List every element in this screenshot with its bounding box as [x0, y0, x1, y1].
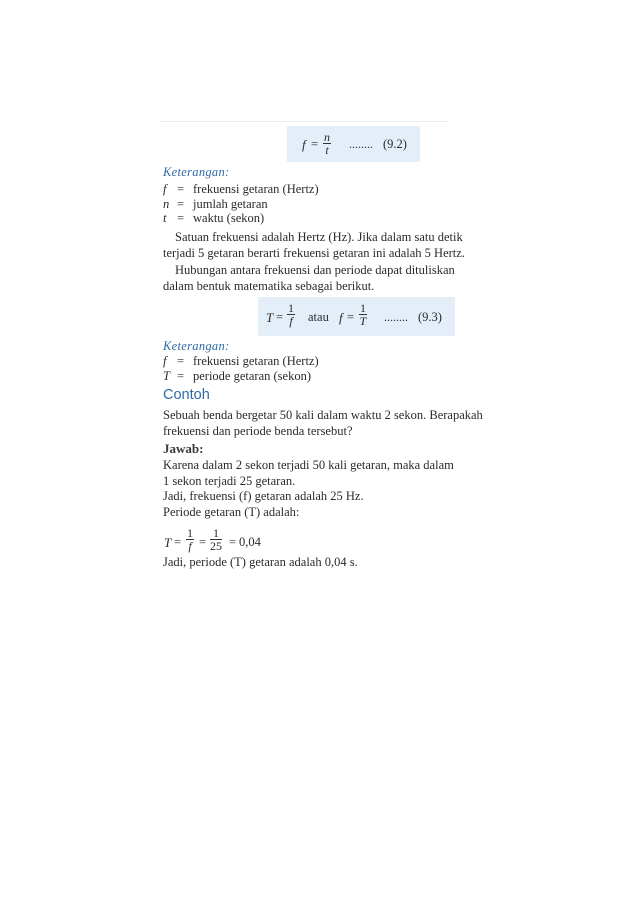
paragraph-line: 1 sekon terjadi 25 getaran.: [163, 474, 296, 488]
formula-lhs: f: [339, 310, 343, 325]
paragraph-line: Karena dalam 2 sekon terjadi 50 kali getaran, maka dalam: [163, 458, 454, 472]
legend-equals: =: [177, 182, 185, 196]
fraction-numerator: 1: [360, 301, 366, 315]
paragraph-line: Sebuah benda bergetar 50 kali dalam waktu 2 sekon. Berapakah: [163, 408, 483, 422]
fraction-numerator: n: [324, 130, 330, 144]
legend-equals: =: [177, 211, 185, 225]
formula-number: (9.2): [383, 137, 407, 151]
conclusion-line: Jadi, periode (T) getaran adalah 0,04 s.: [163, 555, 358, 569]
formula-lhs: T: [266, 310, 274, 325]
legend-text: periode getaran (sekon): [193, 369, 311, 383]
fraction-numerator: 1: [288, 301, 294, 315]
legend-equals: =: [177, 369, 185, 383]
section-heading-contoh: Contoh: [163, 387, 210, 403]
legend-row: [163, 182, 319, 197]
calc-fraction: [210, 527, 222, 552]
paragraph-line: terjadi 5 getaran berarti frekuensi getaran ini adalah 5 Hertz.: [163, 246, 465, 260]
formula-equals: =: [276, 310, 284, 324]
formula-fraction: [323, 131, 331, 156]
legend-row: [163, 354, 319, 369]
paragraph-line: dalam bentuk matematika sebagai berikut.: [163, 279, 375, 293]
legend-symbol: T: [163, 369, 170, 383]
calc-equals: =: [199, 535, 207, 549]
fraction-denominator: T: [359, 314, 367, 328]
calc-equals: =: [174, 535, 182, 549]
legend-text: jumlah getaran: [193, 197, 268, 211]
fraction-numerator: 1: [210, 527, 222, 540]
legend-text: waktu (sekon): [193, 211, 265, 225]
answer-period-intro: Periode getaran (T) adalah:: [163, 505, 300, 519]
fraction-denominator: t: [325, 143, 329, 157]
formula-fraction: [287, 302, 295, 327]
example-question: [163, 407, 551, 439]
formula-leader-dots: ........: [349, 137, 373, 151]
fraction-denominator: f: [289, 314, 293, 328]
paragraph-line: frekuensi dan periode benda tersebut?: [163, 424, 353, 438]
formula-lhs: f: [302, 137, 306, 152]
calc-result: 0,04: [239, 535, 261, 549]
calc-lhs: T: [164, 535, 172, 550]
keterangan-heading: Keterangan:: [163, 165, 230, 179]
legend-symbol: f: [163, 182, 167, 196]
formula-fraction: [359, 302, 367, 327]
legend-text: frekuensi getaran (Hertz): [193, 182, 319, 196]
formula-leader-dots: ........: [384, 310, 408, 324]
formula-equals: =: [311, 137, 319, 151]
calc-fraction: [186, 527, 194, 552]
legend-equals: =: [177, 354, 185, 368]
legend-row: [163, 197, 268, 212]
formula-number: (9.3): [418, 310, 442, 324]
paragraph-satuan: [163, 229, 551, 261]
answer-paragraph: [163, 457, 551, 489]
legend-symbol: t: [163, 211, 167, 225]
calc-equals: =: [229, 535, 237, 549]
legend-row: [163, 369, 311, 384]
legend-row: [163, 211, 264, 226]
formula-conjunction: atau: [308, 310, 329, 324]
answer-frequency-line: Jadi, frekuensi (f) getaran adalah 25 Hz.: [163, 489, 364, 503]
legend-symbol: n: [163, 197, 170, 211]
top-divider: [160, 121, 448, 122]
paragraph-line: Hubungan antara frekuensi dan periode dapat dituliskan: [175, 263, 455, 277]
fraction-denominator: f: [188, 539, 192, 553]
paragraph-hubungan: [163, 262, 551, 294]
legend-text: frekuensi getaran (Hertz): [193, 354, 319, 368]
fraction-numerator: 1: [187, 526, 193, 540]
keterangan-heading: Keterangan:: [163, 339, 230, 353]
formula-equals: =: [347, 310, 355, 324]
fraction-denominator: 25: [210, 539, 222, 553]
paragraph-line: Satuan frekuensi adalah Hertz (Hz). Jika dalam satu detik: [175, 230, 463, 244]
legend-equals: =: [177, 197, 185, 211]
legend-symbol: f: [163, 354, 167, 368]
answer-label: Jawab:: [163, 441, 204, 456]
